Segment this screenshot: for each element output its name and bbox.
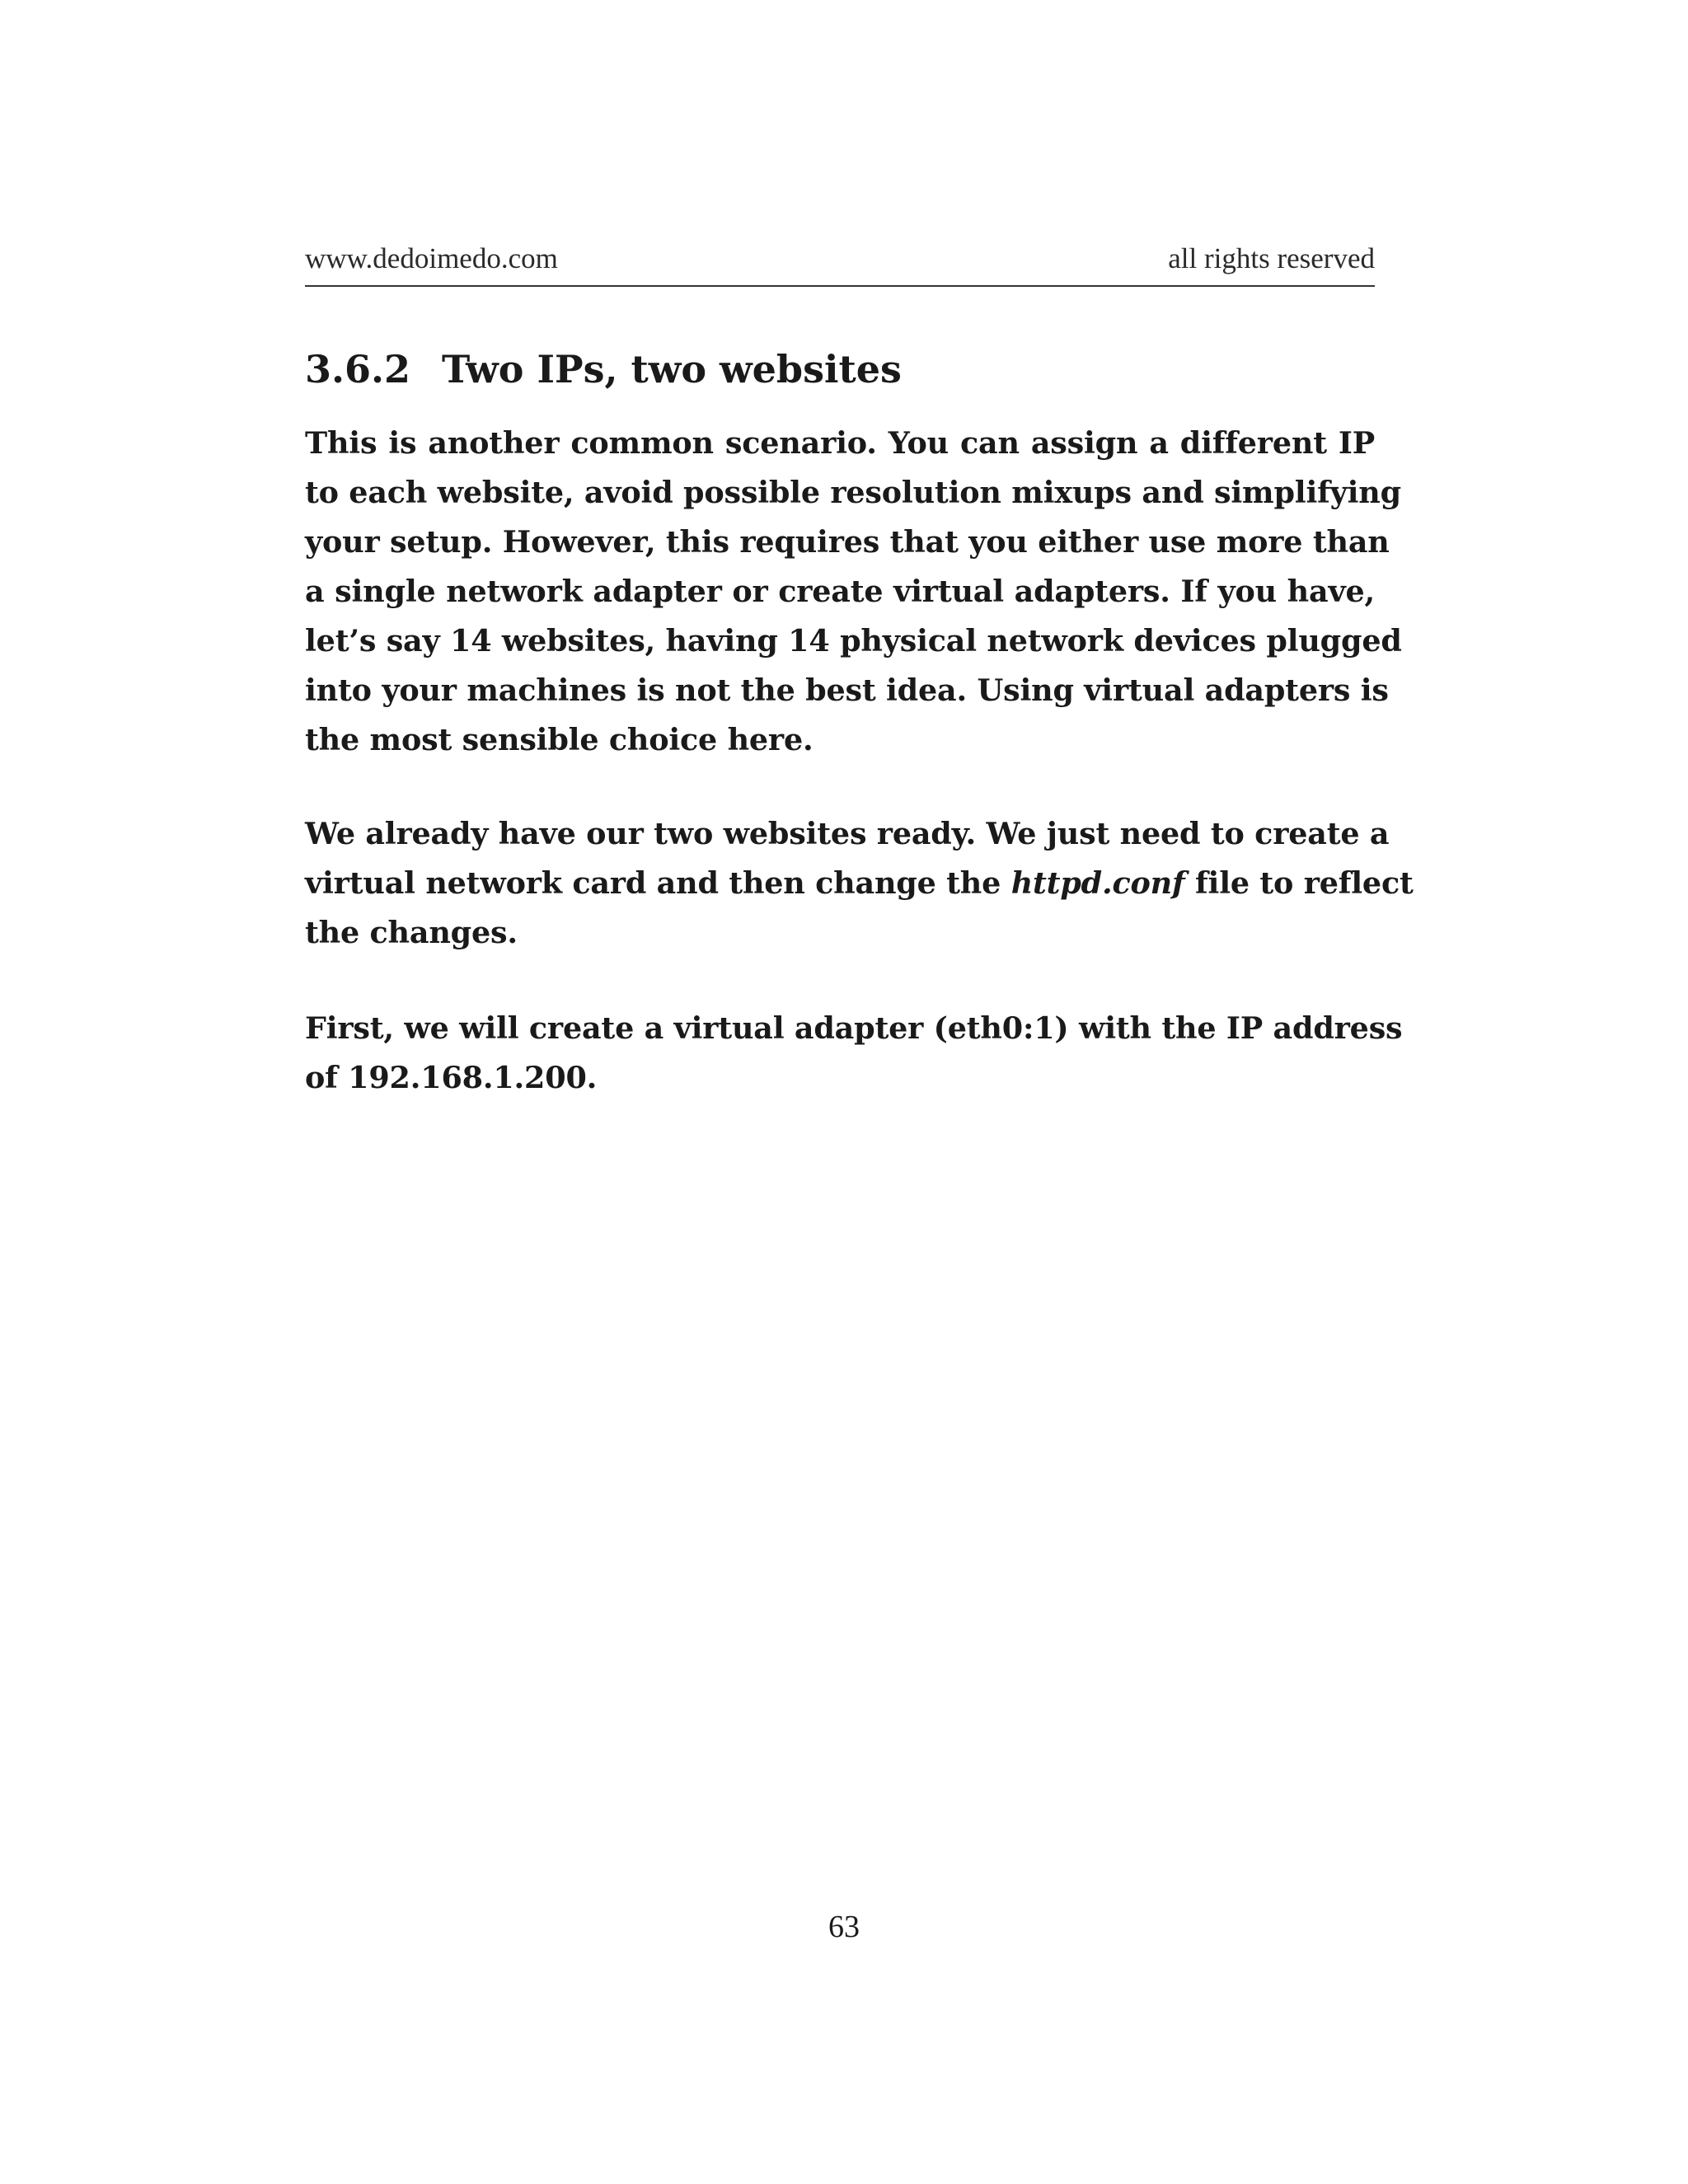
page-number: 63 [828, 1910, 860, 1944]
paragraph-line: First, we will create a virtual adapter (eth0:1) with the IP address [305, 1010, 1403, 1046]
config-file-term: httpd.conf [1010, 865, 1185, 901]
paragraph-line: your setup. However, this requires that you either use more than [305, 524, 1390, 560]
section-heading [305, 344, 1375, 394]
page-header [305, 239, 1375, 287]
paragraph-line: let’s say 14 websites, having 14 physical network devices plugged [305, 623, 1402, 658]
paragraph-line: This is another common scenario. You can assign a different IP [305, 425, 1375, 461]
section-number: 3.6.2 [305, 347, 411, 391]
paragraph-line: the changes. [305, 915, 518, 950]
paragraph-line: into your machines is not the best idea. Using virtual adapters is [305, 673, 1389, 708]
text-segment: file to reflect [1184, 865, 1414, 901]
paragraph-line: We already have our two websites ready. We just need to create a [305, 816, 1390, 851]
paragraph-line: of 192.168.1.200. [305, 1060, 598, 1095]
header-rights: all rights reserved [1168, 242, 1375, 274]
paragraph-intro [305, 419, 1402, 765]
paragraph-websites-ready [305, 809, 1414, 958]
text-segment: virtual network card and then change the [305, 865, 1011, 901]
paragraph-line: a single network adapter or create virtual adapters. If you have, [305, 574, 1375, 609]
paragraph-virtual-adapter [305, 1004, 1403, 1103]
paragraph-line: to each website, avoid possible resolution mixups and simplifying [305, 475, 1401, 510]
paragraph-line: the most sensible choice here. [305, 722, 814, 757]
section-title: Two IPs, two websites [442, 347, 902, 391]
paragraph-line-with-term [305, 859, 1414, 908]
header-website: www.dedoimedo.com [305, 242, 558, 274]
